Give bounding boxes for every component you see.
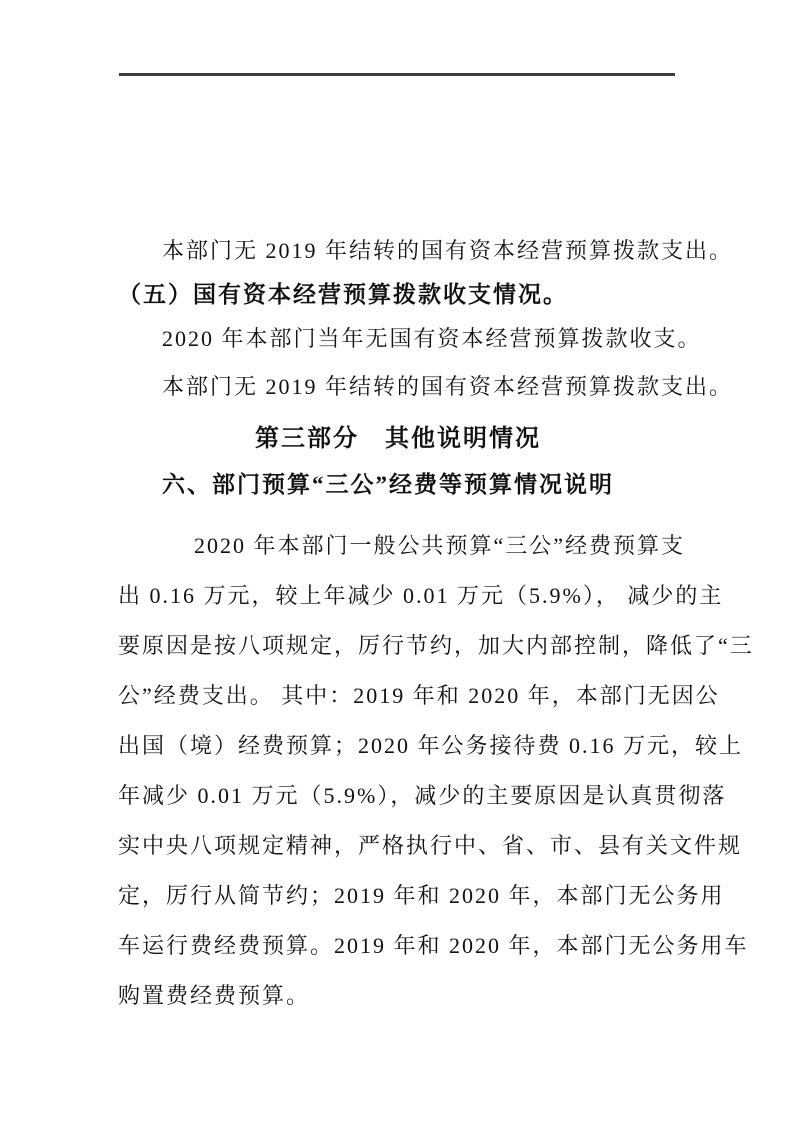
- subheading-three-public-expenses: 六、部门预算“三公”经费等预算情况说明: [162, 472, 614, 497]
- para-three-public-line-3: 要原因是按八项规定，厉行节约，加大内部控制，降低了“三: [118, 633, 754, 658]
- para-no-2019-carryover-2: 本部门无 2019 年结转的国有资本经营预算拨款支出。: [162, 374, 734, 399]
- para-three-public-line-8: 定，厉行从简节约；2019 年和 2020 年，本部门无公务用: [118, 883, 725, 908]
- para-three-public-line-4: 公”经费支出。 其中：2019 年和 2020 年，本部门无因公: [118, 683, 720, 708]
- para-three-public-line-7: 实中央八项规定精神，严格执行中、省、市、县有关文件规: [118, 833, 743, 858]
- para-no-2019-carryover-1: 本部门无 2019 年结转的国有资本经营预算拨款支出。: [162, 238, 734, 263]
- para-no-2020-state-capital: 2020 年本部门当年无国有资本经营预算拨款收支。: [162, 326, 702, 351]
- para-three-public-line-5: 出国（境）经费预算；2020 年公务接待费 0.16 万元，较上: [118, 733, 744, 758]
- section-heading-part3: 第三部分 其他说明情况: [255, 425, 541, 452]
- para-three-public-line-6: 年减少 0.01 万元（5.9%），减少的主要原因是认真贯彻落: [118, 783, 727, 808]
- para-three-public-line-9: 车运行费经费预算。2019 年和 2020 年，本部门无公务用车: [118, 933, 749, 958]
- header-rule: [119, 73, 675, 76]
- para-three-public-line-2: 出 0.16 万元，较上年减少 0.01 万元（5.9%）， 减少的主: [118, 583, 724, 608]
- para-three-public-line-1: 2020 年本部门一般公共预算“三公”经费预算支: [194, 533, 686, 558]
- subheading-state-capital-budget: （五）国有资本经营预算拨款收支情况。: [118, 282, 568, 307]
- para-three-public-line-10: 购置费经费预算。: [118, 983, 311, 1008]
